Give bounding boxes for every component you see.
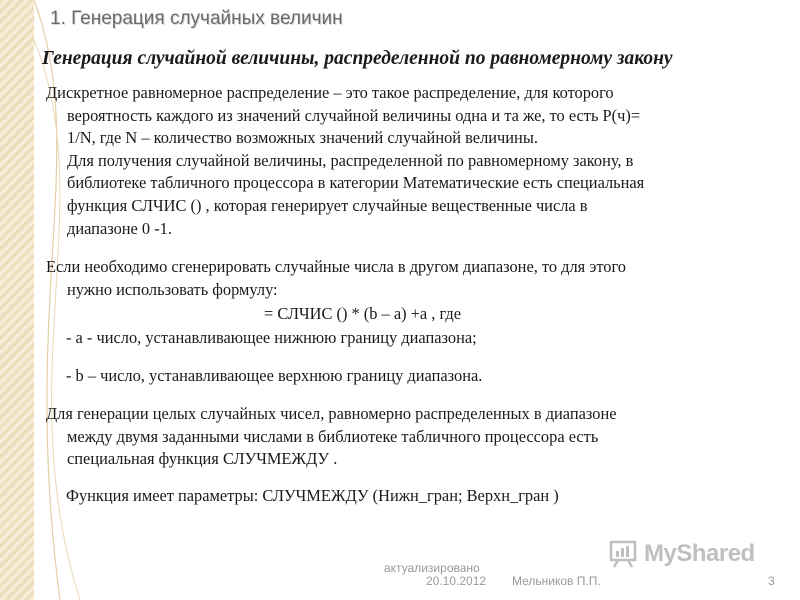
paragraph-uniform-distribution [46, 82, 781, 240]
text-line: Для получения случайной величины, распределенной по равномерному закону, в [67, 150, 634, 170]
text-line: специальная функция СЛУЧМЕЖДУ . [67, 449, 338, 469]
slide-subtitle: Генерация случайной величины, распределенной по равномерному закону [42, 48, 673, 69]
footer-date: 20.10.2012 [426, 574, 487, 588]
text-line: нужно использовать формулу: [67, 279, 278, 299]
text-line: Для генерации целых случайных чисел, равномерно распределенных в диапазоне [46, 404, 617, 423]
text-line: диапазоне 0 -1. [67, 218, 172, 238]
bullet-upper-bound: - b – число, устанавливающее верхнюю границу диапазона. [66, 366, 483, 385]
slide-title: 1. Генерация случайных величин [50, 8, 343, 29]
function-parameters: Функция имеет параметры: СЛУЧМЕЖДУ (Нижн_гран; Верхн_гран ) [66, 486, 559, 505]
text-line: между двумя заданными числами в библиотеке табличного процессора есть [67, 426, 599, 446]
footer-updated-label: актуализировано [384, 561, 480, 575]
logo-text: MyShared [644, 540, 755, 567]
text-line: вероятность каждого из значений случайной величины одна и та же, то есть Р(ч)= [67, 105, 641, 125]
bullet-lower-bound: - а - число, устанавливающее нижнюю границу диапазона; [66, 328, 477, 347]
text-line: функция СЛЧИС () , которая генерирует случайные вещественные числа в [67, 195, 588, 215]
myshared-logo [608, 536, 768, 572]
paragraph-integer-generation [46, 403, 781, 471]
text-line: Дискретное равномерное распределение – это такое распределение, для которого [46, 83, 614, 102]
text-line: библиотеке табличного процессора в категории Математические есть специальная [67, 173, 645, 193]
page-number: 3 [768, 574, 775, 588]
text-line: 1/N, где N – количество возможных значений случайной величины. [67, 128, 538, 148]
paragraph-other-range [46, 256, 781, 301]
formula: = СЛЧИС () * (b – a) +a , где [264, 304, 462, 323]
footer-author: Мельников П.П. [512, 574, 601, 588]
presentation-board-icon [608, 539, 638, 569]
text-line: Если необходимо сгенерировать случайные числа в другом диапазоне, то для этого [46, 257, 626, 276]
